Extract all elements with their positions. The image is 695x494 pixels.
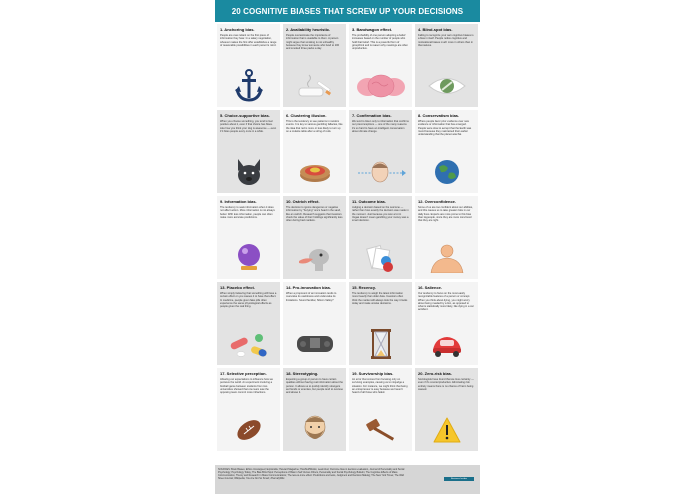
bias-card xyxy=(217,24,280,107)
bias-title: 20. Zero-risk bias. xyxy=(418,371,453,376)
bias-title: 11. Outcome bias. xyxy=(352,199,387,204)
bias-description: We tend to listen only to information that confirms our preconceptions — one of the many reasons it's so hard to have an intelligent conversation about climate change. xyxy=(352,120,409,133)
bias-card xyxy=(349,24,412,107)
bias-description: The decision to ignore dangerous or negative information by "burying" one's head in the sand, like an ostrich. Research suggests that investors check the value of their holdings significantly less often during bad markets. xyxy=(286,206,343,223)
globe-icon xyxy=(415,155,478,189)
brains-icon xyxy=(349,69,412,103)
bias-description: When simply believing that something will have a certain effect on you causes it to have that effect. In medicine, people given fake pills often experience the same physiological effects as people given the real thing. xyxy=(220,292,277,309)
sources-footer xyxy=(215,465,480,494)
brand-badge: Business Insider xyxy=(444,477,474,481)
bearded-man-icon xyxy=(283,413,346,447)
bias-description: Some of us are too confident about our abilities, and this causes us to take greater risks in our daily lives. Experts are more prone to this bias than laypeople, since they are more convinced that they are right. xyxy=(418,206,473,223)
bias-title: 14. Pro-innovation bias. xyxy=(286,285,332,290)
page-title: 20 COGNITIVE BIASES THAT SCREW UP YOUR DECISIONS xyxy=(231,6,464,16)
bias-description: People are over-reliant on the first piece of information they hear. In a salary negotiation, whoever makes the first offer establishes a range of reasonable possibilities in each person's mind. xyxy=(220,34,277,47)
biases-grid xyxy=(217,24,478,451)
bias-description: Our tendency to focus on the most easily recognizable features of a person or concept. When you think about dying, you might worry about being mauled by a lion, as opposed to what is statistically more likely, like dying in a car accident. xyxy=(418,292,474,312)
bias-card xyxy=(217,110,280,193)
bias-card xyxy=(349,110,412,193)
confident-man-icon xyxy=(415,241,478,275)
bias-title: 1. Anchoring bias. xyxy=(220,27,255,32)
bias-card xyxy=(415,196,478,279)
bias-description: When you choose something, you tend to feel positive about it, even if that choice has flaws. Like how you think your dog is awesome — even if it bites people every once in a while. xyxy=(220,120,277,133)
crystal-ball-icon xyxy=(217,241,280,275)
gadget-icon xyxy=(283,327,346,361)
bias-title: 7. Confirmation bias. xyxy=(352,113,392,118)
bias-title: 15. Recency. xyxy=(352,285,376,290)
bias-card xyxy=(415,110,478,193)
hourglass-icon xyxy=(349,327,412,361)
bias-description: Expecting a group or person to have certain qualities without having real information about the person. It allows us to quickly identify strangers as friends or enemies, but people tend to overuse and abuse it. xyxy=(286,378,343,395)
bias-title: 17. Selective perception. xyxy=(220,371,267,376)
bias-description: The tendency to seek information when it does not affect action. More information is not always better. With less information, people can often make more accurate predictions. xyxy=(220,206,275,219)
cards-chips-icon xyxy=(349,241,412,275)
bias-description: Allowing our expectations to influence how we perceive the world. An experiment involving a football game between students from two universities showed that one team saw the opposing team commit more infractions. xyxy=(220,378,273,395)
bias-title: 4. Blind-spot bias. xyxy=(418,27,453,32)
bias-description: Sociologists have found that we love certainty — even if it's counterproductive. Eliminating risk entirely means there is no chance of harm being caused. xyxy=(418,378,474,391)
bias-description: Where people favor prior evidence over new evidence or information that has emerged. People were slow to accept that the Earth was round because they maintained their earlier understanding that the planet was flat. xyxy=(418,120,472,137)
bias-title: 10. Ostrich effect. xyxy=(286,199,320,204)
sources-text: SOURCES: Brain Biases; Ethics Unwrapped; Explorable; Harvard Magazine; HowStuffWorks; LearnVest; Outcome bias in decision evaluation, Journal of Personality and Social Psychology; Psychology Today; The Bias Blind Spot: Perceptions of Bias in Self Versus Others, Personality and Social Psychology Bulletin; The Cognitive Effects of Mass Communication, Theory and Research in Mass Communications; The less-is-more effect: Predictions and tests, Judgment and Decision Making; The New York Times; The Wall Street Journal; Wikipedia; You Are Not So Smart; ZhurnalyWiki xyxy=(218,468,405,480)
bias-description: The tendency to weigh the latest information more heavily than older data. Investors often think the market will always look the way it looks today and make unwise decisions. xyxy=(352,292,408,305)
bias-card xyxy=(283,196,346,279)
bias-card xyxy=(283,24,346,107)
roulette-icon xyxy=(283,155,346,189)
bias-description: The probability of one person adopting a belief increases based on the number of people who hold that belief. This is a powerful form of groupthink and is reason why meetings are often unproductive. xyxy=(352,34,408,51)
bias-description: This is the tendency to see patterns in random events. It is key to various gambling fallacies, like the idea that red is more or less likely to turn up on a roulette table after a string of reds. xyxy=(286,120,343,133)
ostrich-icon xyxy=(283,241,346,275)
bias-description: When a proponent of an innovation tends to overvalue its usefulness and undervalue its limitations. Sound familiar, Silicon Valley? xyxy=(286,292,337,302)
anchor-icon xyxy=(217,69,280,103)
bias-card xyxy=(283,110,346,193)
crashed-car-icon xyxy=(415,327,478,361)
head-arrow-icon xyxy=(349,155,412,189)
bias-card xyxy=(349,368,412,451)
dog-icon xyxy=(217,155,280,189)
bias-description: Judging a decision based on the outcome — rather than how exactly the decision was made in the moment. Just because you won a lot in Vegas doesn't mean gambling your money was a smart decision. xyxy=(352,206,409,223)
bias-title: 12. Overconfidence. xyxy=(418,199,457,204)
bias-title: 18. Stereotyping. xyxy=(286,371,319,376)
bias-title: 9. Information bias. xyxy=(220,199,257,204)
bias-card xyxy=(217,282,280,365)
warning-icon xyxy=(415,413,478,447)
bias-title: 3. Bandwagon effect. xyxy=(352,27,393,32)
bias-title: 5. Choice-supportive bias. xyxy=(220,113,270,118)
bias-card xyxy=(283,368,346,451)
pills-icon xyxy=(217,327,280,361)
bias-card xyxy=(217,368,280,451)
bias-title: 2. Availability heuristic. xyxy=(286,27,331,32)
infographic-poster xyxy=(215,0,480,494)
bias-description: Failing to recognize your own cognitive biases is a bias in itself. People notice cognitive and motivational biases much more in others than in themselves. xyxy=(418,34,474,47)
bias-title: 19. Survivorship bias. xyxy=(352,371,394,376)
gavel-icon xyxy=(349,413,412,447)
bias-card xyxy=(349,282,412,365)
bias-card xyxy=(415,282,478,365)
bias-card xyxy=(217,196,280,279)
bias-title: 13. Placebo effect. xyxy=(220,285,255,290)
bias-description: People overestimate the importance of information that is available to them. A person might argue that smoking is not unhealthy because they know someone who lived to 100 and smoked three packs a day. xyxy=(286,34,340,51)
football-icon xyxy=(217,413,280,447)
bias-title: 6. Clustering illusion. xyxy=(286,113,327,118)
bias-card xyxy=(349,196,412,279)
cigarette-ashtray-icon xyxy=(283,69,346,103)
bias-title: 16. Salience. xyxy=(418,285,443,290)
eye-icon xyxy=(415,69,478,103)
bias-card xyxy=(415,368,478,451)
bias-description: An error that comes from focusing only on surviving examples, causing us to misjudge a situation. For instance, we might think that being an entrepreneur is easy because we haven't heard of all those who failed. xyxy=(352,378,408,395)
bias-card xyxy=(283,282,346,365)
bias-title: 8. Conservatism bias. xyxy=(418,113,460,118)
title-bar xyxy=(215,0,480,22)
bias-card xyxy=(415,24,478,107)
